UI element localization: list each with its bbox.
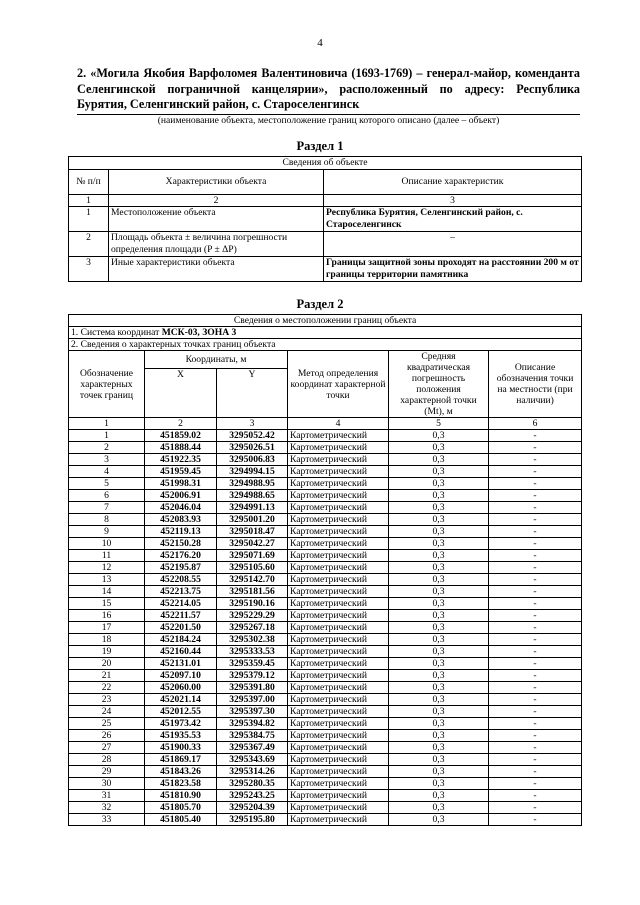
point-x: 451859.02: [145, 430, 217, 442]
point-y: 3295190.16: [217, 598, 288, 610]
section1-row-char: Местоположение объекта: [109, 207, 324, 232]
points-title: 2. Сведения о характерных точках границ объекта: [69, 339, 582, 351]
point-x: 451998.31: [145, 478, 217, 490]
point-method: Картометрический: [288, 610, 389, 622]
table-row: [69, 586, 582, 598]
point-y: 3295397.30: [217, 706, 288, 718]
col-coords: Координаты, м: [145, 351, 288, 369]
point-y: 3295195.80: [217, 814, 288, 826]
table-row: [69, 514, 582, 526]
point-y: 3295204.39: [217, 802, 288, 814]
point-x: 452195.87: [145, 562, 217, 574]
point-x: 452160.44: [145, 646, 217, 658]
point-error: 0,3: [389, 754, 489, 766]
point-error: 0,3: [389, 814, 489, 826]
section1-row-num: 1: [69, 207, 109, 232]
point-y: 3295391.80: [217, 682, 288, 694]
point-desc: -: [489, 550, 582, 562]
table-row: [69, 430, 582, 442]
point-error: 0,3: [389, 646, 489, 658]
section1-idx: 1: [69, 194, 109, 207]
point-id: 28: [69, 754, 145, 766]
point-desc: -: [489, 814, 582, 826]
point-error: 0,3: [389, 730, 489, 742]
point-desc: -: [489, 562, 582, 574]
section2-header: Сведения о местоположении границ объекта: [69, 315, 582, 327]
table-row: [69, 694, 582, 706]
heading-caption: (наименование объекта, местоположение границ которого описано (далее – объект): [157, 115, 500, 126]
point-error: 0,3: [389, 718, 489, 730]
point-y: 3295359.45: [217, 658, 288, 670]
section2-idx: 1: [69, 418, 145, 430]
point-x: 452214.05: [145, 598, 217, 610]
point-y: 3295343.69: [217, 754, 288, 766]
point-desc: -: [489, 778, 582, 790]
point-method: Картометрический: [288, 586, 389, 598]
point-method: Картометрический: [288, 574, 389, 586]
point-y: 3295071.69: [217, 550, 288, 562]
table-row: [69, 562, 582, 574]
point-id: 1: [69, 430, 145, 442]
point-desc: -: [489, 754, 582, 766]
section1-title: Раздел 1: [296, 139, 344, 153]
point-desc: -: [489, 598, 582, 610]
point-desc: -: [489, 586, 582, 598]
point-x: 451900.33: [145, 742, 217, 754]
point-id: 6: [69, 490, 145, 502]
point-method: Картометрический: [288, 514, 389, 526]
point-id: 19: [69, 646, 145, 658]
point-id: 32: [69, 802, 145, 814]
point-method: Картометрический: [288, 790, 389, 802]
point-id: 22: [69, 682, 145, 694]
point-id: 12: [69, 562, 145, 574]
point-y: 3295243.25: [217, 790, 288, 802]
point-id: 26: [69, 730, 145, 742]
point-desc: -: [489, 802, 582, 814]
point-y: 3295333.53: [217, 646, 288, 658]
point-method: Картометрический: [288, 430, 389, 442]
point-method: Картометрический: [288, 730, 389, 742]
point-method: Картометрический: [288, 490, 389, 502]
section1-col-desc: Описание характеристик: [324, 169, 582, 194]
point-desc: -: [489, 430, 582, 442]
point-x: 452176.20: [145, 550, 217, 562]
table-row: [69, 658, 582, 670]
point-y: 3295018.47: [217, 526, 288, 538]
point-error: 0,3: [389, 790, 489, 802]
table-row: [69, 706, 582, 718]
table-row: [69, 622, 582, 634]
section2-idx: 2: [145, 418, 217, 430]
point-id: 21: [69, 670, 145, 682]
point-error: 0,3: [389, 550, 489, 562]
table-row: [69, 574, 582, 586]
point-y: 3295042.27: [217, 538, 288, 550]
section1-header: Сведения об объекте: [69, 157, 582, 170]
point-id: 29: [69, 766, 145, 778]
point-desc: -: [489, 790, 582, 802]
point-method: Картометрический: [288, 622, 389, 634]
point-error: 0,3: [389, 526, 489, 538]
point-y: 3295026.51: [217, 442, 288, 454]
point-y: 3295397.00: [217, 694, 288, 706]
point-desc: -: [489, 658, 582, 670]
table-row: [69, 634, 582, 646]
point-x: 451810.90: [145, 790, 217, 802]
point-error: 0,3: [389, 466, 489, 478]
point-error: 0,3: [389, 514, 489, 526]
point-method: Картометрический: [288, 454, 389, 466]
table-row: [69, 766, 582, 778]
point-desc: -: [489, 742, 582, 754]
table-row: [69, 538, 582, 550]
table-row: [69, 754, 582, 766]
point-id: 14: [69, 586, 145, 598]
point-x: 452211.57: [145, 610, 217, 622]
point-x: 451843.26: [145, 766, 217, 778]
point-id: 31: [69, 790, 145, 802]
table-row: [69, 802, 582, 814]
col-point: Обозначение характерных точек границ: [69, 351, 145, 418]
point-method: Картометрический: [288, 598, 389, 610]
point-error: 0,3: [389, 562, 489, 574]
point-x: 452012.55: [145, 706, 217, 718]
point-method: Картометрический: [288, 466, 389, 478]
point-method: Картометрический: [288, 502, 389, 514]
point-x: 451935.53: [145, 730, 217, 742]
point-desc: -: [489, 526, 582, 538]
point-y: 3295229.29: [217, 610, 288, 622]
point-y: 3295367.49: [217, 742, 288, 754]
point-x: 451805.70: [145, 802, 217, 814]
point-error: 0,3: [389, 766, 489, 778]
col-method: Метод определения координат характерной точки: [288, 351, 389, 418]
table-row: [69, 550, 582, 562]
section1-row-char: Иные характеристики объекта: [109, 257, 324, 282]
point-method: Картометрический: [288, 718, 389, 730]
point-id: 24: [69, 706, 145, 718]
table-row: [69, 610, 582, 622]
table-row: [69, 742, 582, 754]
point-desc: -: [489, 490, 582, 502]
section1-row-char: Площадь объекта ± величина погрешности определения площади (P ± ΔP): [109, 232, 324, 257]
point-error: 0,3: [389, 442, 489, 454]
point-method: Картометрический: [288, 682, 389, 694]
point-id: 10: [69, 538, 145, 550]
col-y: Y: [217, 368, 288, 417]
section1-row-desc: Границы защитной зоны проходят на расстоянии 200 м от границы территории памятника: [324, 257, 582, 282]
point-error: 0,3: [389, 598, 489, 610]
point-method: Картометрический: [288, 766, 389, 778]
point-y: 3295001.20: [217, 514, 288, 526]
point-desc: -: [489, 730, 582, 742]
point-y: 3295142.70: [217, 574, 288, 586]
point-desc: -: [489, 442, 582, 454]
coord-system-label: 1. Система координат: [71, 327, 162, 338]
table-row: [69, 502, 582, 514]
section2-idx: 5: [389, 418, 489, 430]
point-method: Картометрический: [288, 742, 389, 754]
point-desc: -: [489, 766, 582, 778]
point-error: 0,3: [389, 610, 489, 622]
table-row: [69, 670, 582, 682]
section2-idx: 3: [217, 418, 288, 430]
table-row: [69, 718, 582, 730]
section1-table: [68, 156, 582, 282]
point-y: 3294991.13: [217, 502, 288, 514]
point-id: 25: [69, 718, 145, 730]
point-x: 451922.35: [145, 454, 217, 466]
point-method: Картометрический: [288, 754, 389, 766]
point-desc: -: [489, 694, 582, 706]
point-error: 0,3: [389, 622, 489, 634]
point-id: 30: [69, 778, 145, 790]
point-method: Картометрический: [288, 658, 389, 670]
point-x: 452119.13: [145, 526, 217, 538]
point-x: 452021.14: [145, 694, 217, 706]
section1-idx: 3: [324, 194, 582, 207]
point-error: 0,3: [389, 454, 489, 466]
point-error: 0,3: [389, 478, 489, 490]
section2-idx: 6: [489, 418, 582, 430]
table-row: [69, 682, 582, 694]
point-method: Картометрический: [288, 562, 389, 574]
point-id: 3: [69, 454, 145, 466]
point-y: 3295384.75: [217, 730, 288, 742]
table-row: [69, 646, 582, 658]
point-y: 3294994.15: [217, 466, 288, 478]
point-x: 451888.44: [145, 442, 217, 454]
point-id: 9: [69, 526, 145, 538]
point-id: 27: [69, 742, 145, 754]
point-desc: -: [489, 478, 582, 490]
point-id: 16: [69, 610, 145, 622]
point-y: 3295181.56: [217, 586, 288, 598]
point-id: 17: [69, 622, 145, 634]
point-desc: -: [489, 466, 582, 478]
point-method: Картометрический: [288, 442, 389, 454]
point-error: 0,3: [389, 658, 489, 670]
table-row: [69, 778, 582, 790]
point-error: 0,3: [389, 706, 489, 718]
point-y: 3295394.82: [217, 718, 288, 730]
point-desc: -: [489, 610, 582, 622]
table-row: [69, 790, 582, 802]
point-error: 0,3: [389, 586, 489, 598]
col-x: X: [145, 368, 217, 417]
point-desc: -: [489, 706, 582, 718]
table-row: [69, 526, 582, 538]
point-error: 0,3: [389, 682, 489, 694]
point-y: 3295052.42: [217, 430, 288, 442]
point-desc: -: [489, 682, 582, 694]
point-x: 452131.01: [145, 658, 217, 670]
point-y: 3295314.26: [217, 766, 288, 778]
point-error: 0,3: [389, 574, 489, 586]
point-id: 2: [69, 442, 145, 454]
point-desc: -: [489, 622, 582, 634]
point-y: 3294988.65: [217, 490, 288, 502]
point-id: 8: [69, 514, 145, 526]
point-method: Картометрический: [288, 538, 389, 550]
table-row: [69, 598, 582, 610]
page-number: 4: [317, 37, 323, 49]
point-method: Картометрический: [288, 814, 389, 826]
point-method: Картометрический: [288, 670, 389, 682]
point-id: 20: [69, 658, 145, 670]
point-error: 0,3: [389, 778, 489, 790]
point-desc: -: [489, 718, 582, 730]
point-error: 0,3: [389, 742, 489, 754]
section1-row-num: 3: [69, 257, 109, 282]
point-error: 0,3: [389, 694, 489, 706]
col-error: Средняя квадратическая погрешность положения характерной точки (Mt), м: [389, 351, 489, 418]
point-x: 452006.91: [145, 490, 217, 502]
point-method: Картометрический: [288, 694, 389, 706]
point-id: 7: [69, 502, 145, 514]
point-id: 15: [69, 598, 145, 610]
point-x: 452213.75: [145, 586, 217, 598]
point-error: 0,3: [389, 802, 489, 814]
point-x: 451959.45: [145, 466, 217, 478]
point-desc: -: [489, 538, 582, 550]
point-id: 4: [69, 466, 145, 478]
point-x: 452184.24: [145, 634, 217, 646]
table-row: [69, 814, 582, 826]
section2-table: [68, 314, 582, 826]
point-y: 3295006.83: [217, 454, 288, 466]
point-y: 3295280.35: [217, 778, 288, 790]
table-row: [69, 466, 582, 478]
point-method: Картометрический: [288, 526, 389, 538]
point-x: 452201.50: [145, 622, 217, 634]
point-y: 3295302.38: [217, 634, 288, 646]
point-error: 0,3: [389, 670, 489, 682]
point-id: 13: [69, 574, 145, 586]
point-desc: -: [489, 670, 582, 682]
point-y: 3294988.95: [217, 478, 288, 490]
point-error: 0,3: [389, 502, 489, 514]
point-x: 451823.58: [145, 778, 217, 790]
point-desc: -: [489, 502, 582, 514]
point-desc: -: [489, 634, 582, 646]
point-id: 33: [69, 814, 145, 826]
section1-row-desc: –: [324, 232, 582, 257]
point-error: 0,3: [389, 430, 489, 442]
point-method: Картометрический: [288, 550, 389, 562]
point-id: 23: [69, 694, 145, 706]
table-row: [69, 490, 582, 502]
table-row: [69, 442, 582, 454]
coord-system-value: МСК-03, ЗОНА 3: [161, 327, 237, 338]
point-x: 452208.55: [145, 574, 217, 586]
point-x: 451805.40: [145, 814, 217, 826]
point-method: Картометрический: [288, 706, 389, 718]
table-row: [69, 478, 582, 490]
section1-col-num: № п/п: [69, 169, 109, 194]
section1-col-char: Характеристики объекта: [109, 169, 324, 194]
object-heading: 2. «Могила Якобия Варфоломея Валентиновича (1693-1769) – генерал-майор, коменданта Селенгинской пограничной канцелярии», расположенный по адресу: Республика Бурятия, Селенгинский район, с. Староселенгинск: [77, 66, 580, 111]
point-desc: -: [489, 574, 582, 586]
point-x: 451869.17: [145, 754, 217, 766]
point-y: 3295267.18: [217, 622, 288, 634]
point-id: 18: [69, 634, 145, 646]
point-y: 3295379.12: [217, 670, 288, 682]
table-row: [69, 454, 582, 466]
point-x: 452046.04: [145, 502, 217, 514]
point-x: 451973.42: [145, 718, 217, 730]
point-desc: -: [489, 454, 582, 466]
table-row: [69, 730, 582, 742]
point-x: 452150.28: [145, 538, 217, 550]
point-id: 5: [69, 478, 145, 490]
point-error: 0,3: [389, 538, 489, 550]
point-x: 452083.93: [145, 514, 217, 526]
point-desc: -: [489, 646, 582, 658]
point-x: 452060.00: [145, 682, 217, 694]
point-y: 3295105.60: [217, 562, 288, 574]
point-method: Картометрический: [288, 478, 389, 490]
section1-idx: 2: [109, 194, 324, 207]
point-method: Картометрический: [288, 634, 389, 646]
section2-idx: 4: [288, 418, 389, 430]
point-method: Картометрический: [288, 802, 389, 814]
point-desc: -: [489, 514, 582, 526]
section2-title: Раздел 2: [296, 297, 344, 311]
section1-row-desc: Республика Бурятия, Селенгинский район, с. Староселенгинск: [324, 207, 582, 232]
point-x: 452097.10: [145, 670, 217, 682]
point-id: 11: [69, 550, 145, 562]
point-method: Картометрический: [288, 778, 389, 790]
col-desc: Описание обозначения точки на местности (при наличии): [489, 351, 582, 418]
section1-row-num: 2: [69, 232, 109, 257]
points-body: [69, 430, 582, 826]
point-error: 0,3: [389, 634, 489, 646]
point-error: 0,3: [389, 490, 489, 502]
coord-system-row: [69, 327, 582, 339]
point-method: Картометрический: [288, 646, 389, 658]
